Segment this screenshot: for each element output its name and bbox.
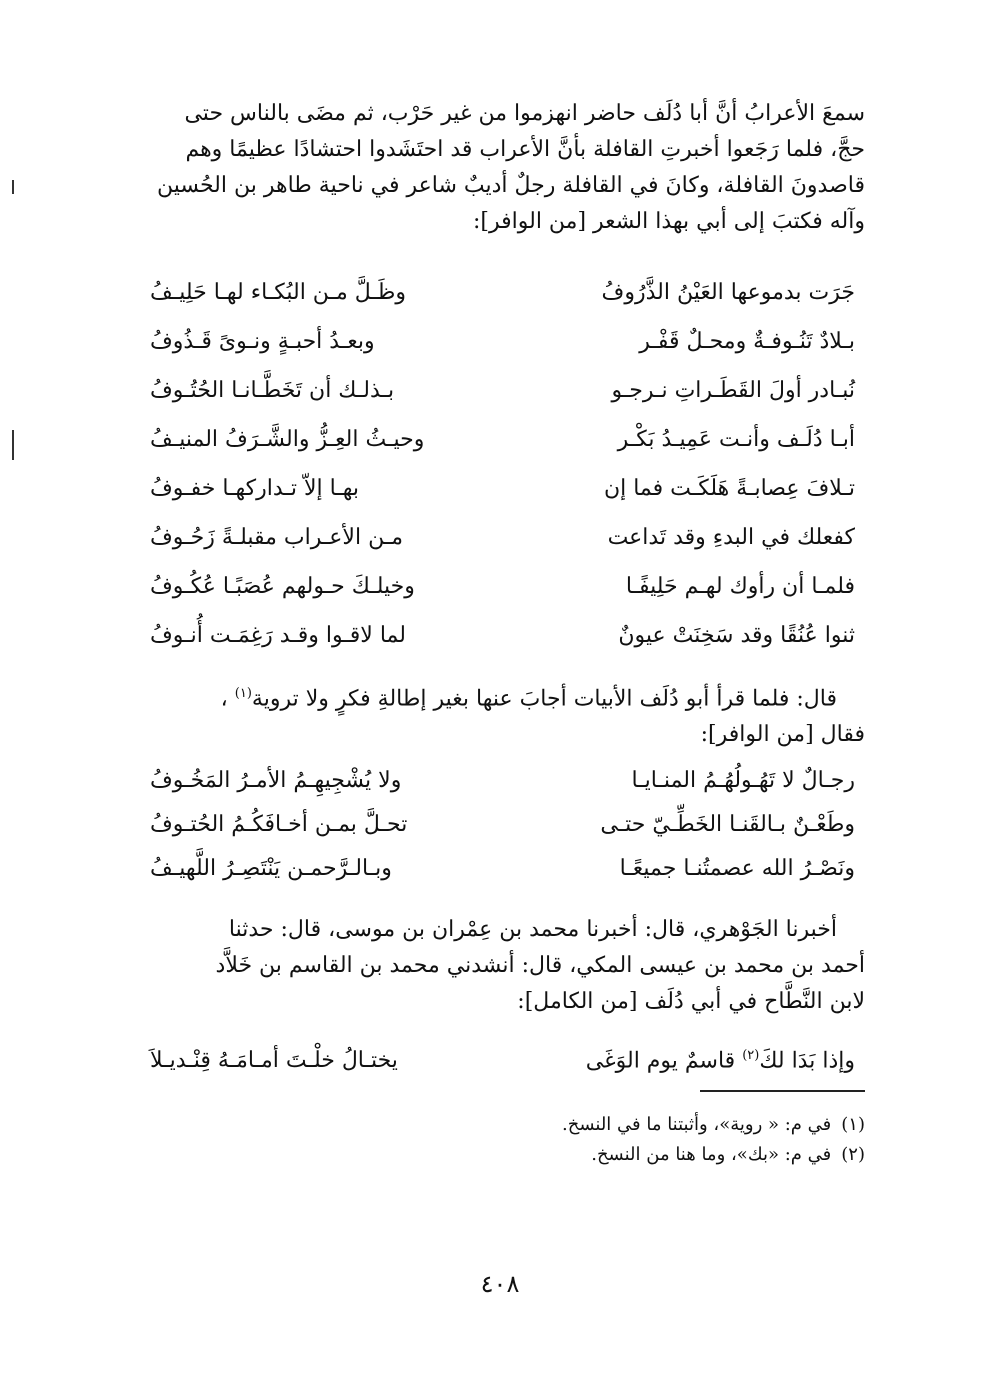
scan-edge-mark [12,430,14,460]
verse-hemistich-second: مـن الأعـراب مقبلـةً زَحُـوفُ [150,525,404,550]
verse-hemistich-first: ونَصْـرُ الله عصمتُنـا جميعًـا [619,855,855,881]
poem-2 [150,758,855,890]
prose-text: قال: فلما قرأ أبو دُلَف الأبيات أجابَ عنها بغير إطالةِ فكرٍ ولا تروية [251,686,837,712]
verse-hemistich-second: بهـا إلاّ تـداركهـا خفـوفُ [150,476,360,501]
verse-hemistich-first: ثنوا عُنُقًا وقد سَخِنَتْ عيونٌ [618,623,855,648]
footnote-ref: (٢) [742,1047,760,1063]
footnote-number: (١) [841,1114,865,1135]
verse-hemistich-second: وحيـثُ العِـزُّ والشَّـرَفُ المنيـفُ [150,427,425,452]
verse-line [150,802,855,846]
verse-hemistich-second: يختـالُ خلْـتَ أمـامَـهُ قِنْـديـلاَ [150,1048,398,1073]
footnote-number: (٢) [841,1144,865,1165]
reply-intro [140,676,865,753]
verse-line [150,268,855,317]
verse-hemistich-first: رجـالٌ لا تَهُـولُهُـمُ المنـايـا [631,767,855,793]
prose-line [140,676,865,717]
verse-hemistich-second: تحـلَّ بمـن أخـافَكُـمُ الحُتـوفُ [150,811,408,837]
footnote-separator [700,1090,865,1092]
prose-line: حجَّ، فلما رَجَعوا أخبرتِ القافلة بأنَّ الأعراب قد احتَشَدوا احتشادًا عظيمًا وهم [185,137,865,162]
verse-hemistich-first: وطَعْـنٌ بـالقَنـا الخَطِّـيّ حتـى [600,811,855,837]
isnad-paragraph [140,912,865,1020]
verse-hemistich-first: أبـا دُلَـف وأنـت عَمِيـدُ بَكْـر [617,427,855,452]
verse-text: وإذا بَدَا لكَ [759,1048,855,1074]
verse-line [150,513,855,562]
footnote [300,1110,865,1140]
footnote-text: في م: «بك»، وما هنا من النسخ. [591,1144,832,1165]
prose-line: لابن النَّطَّاح في أبي دُلَف [من الكامل]: [517,989,865,1014]
verse-hemistich-second: وبعـدُ أحبـةٍ ونـوىً قَـذُوفُ [150,329,375,354]
verse-hemistich-first: بـلادٌ تَنُـوفـةٌ ومحـلٌ قَفْـر [639,329,855,354]
verse-line [150,1036,855,1085]
verse-hemistich-first: كفعلك في البدءِ وقد تَداعت [607,525,855,550]
verse-line [150,366,855,415]
verse-hemistich-second: بـذلـك أن تَخَطَّـانـا الحُتُـوفُ [150,378,395,403]
verse-line [150,415,855,464]
verse-line [150,758,855,802]
footnotes [300,1110,865,1170]
page-number: ٤٠٨ [480,1270,520,1298]
verse-line [150,611,855,660]
footnote-text: في م: « روية»، وأثبتنا ما في النسخ. [561,1114,832,1135]
prose-line: سمعَ الأعرابُ أنَّ أبا دُلَف حاضر انهزموا من غير حَرْب، ثم مضَى بالناس حتى [184,101,865,126]
verse-hemistich-second: وخيلـكَ حـولهم عُصَبًـا عُكُـوفُ [150,574,415,599]
opening-paragraph [140,96,865,240]
prose-line: أخبرنا الجَوْهري، قال: أخبرنا محمد بن عِمْران بن موسى، قال: حدثنا [228,917,837,942]
verse-line [150,846,855,890]
verse-hemistich-first: فلمـا أن رأوك لهـم حَلِيفًـا [625,574,855,599]
verse-text: قاسمٌ يوم الوَغَى [585,1048,743,1074]
prose-text: ، [220,686,228,712]
verse-line [150,464,855,513]
verse-hemistich-second: وظَـلَّ مـن البُكـاء لهـا حَلِيـفُ [150,280,407,305]
footnote-ref: (١) [234,686,252,701]
verse-line [150,317,855,366]
verse-hemistich-second: ولا يُشْجِيهِـمُ الأمـرُ المَخُـوفُ [150,767,402,793]
verse-hemistich-first: نُبـادر أولَ القَطَـراتِ نـرجـو [611,378,855,403]
prose-line: قاصدونَ القافلة، وكانَ في القافلة رجلٌ أديبٌ شاعر في ناحية طاهر بن الحُسين [156,173,865,198]
prose-line: وآله فكتبَ إلى أبي بهذا الشعر [من الوافر]: [473,209,865,234]
poem-1 [150,268,855,660]
verse-hemistich-first [515,1048,855,1073]
verse-hemistich-second: وبـالـرَّحمـن يَنْتَصِـرُ اللَّهيـفُ [150,855,392,881]
scan-edge-mark [12,180,14,194]
verse-hemistich-second: لما لاقـوا وقـد رَغِمَـت أُنـوفُ [150,623,406,648]
verse-hemistich-first: تـلافَ عِصابـةً هَلَكَـت فما إن [603,476,855,501]
poem-3 [150,1036,855,1085]
verse-hemistich-first: جَرَت بدموعها العَيْنُ الذَّرُوفُ [601,280,855,305]
prose-line: فقال [من الوافر]: [700,722,865,748]
footnote [300,1140,865,1170]
verse-line [150,562,855,611]
prose-line: أحمد بن محمد بن عيسى المكي، قال: أنشدني محمد بن القاسم بن خَلاَّد [215,953,865,978]
